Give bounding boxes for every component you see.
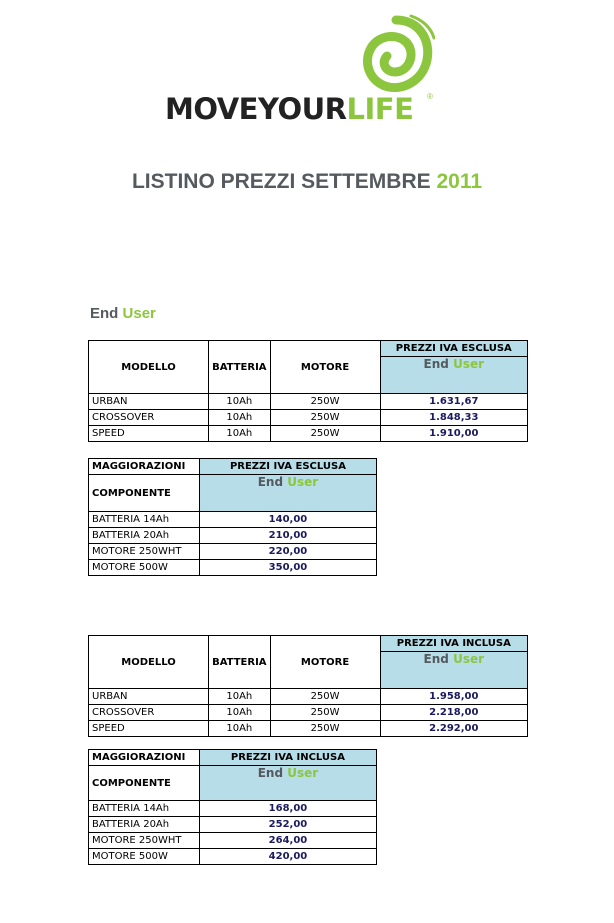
col-header-modello: MODELLO — [89, 341, 209, 394]
end-user-header: End User — [199, 475, 376, 512]
motor-value: 250W — [270, 689, 380, 705]
extras-table-iva-esclusa — [88, 458, 377, 576]
model-name: CROSSOVER — [89, 410, 209, 426]
battery-value: 10Ah — [209, 410, 270, 426]
component-name: MOTORE 250WHT — [89, 544, 200, 560]
end-user-header: End User — [380, 357, 527, 394]
table-row — [89, 721, 528, 737]
price-value: 1.958,00 — [380, 689, 527, 705]
swirl-logo-icon — [357, 14, 435, 96]
price-value: 350,00 — [199, 560, 376, 576]
price-value: 210,00 — [199, 528, 376, 544]
col-header-prezzi: PREZZI IVA INCLUSA — [380, 636, 527, 652]
motor-value: 250W — [270, 410, 380, 426]
table-row — [89, 560, 377, 576]
table-row — [89, 544, 377, 560]
model-name: SPEED — [89, 721, 209, 737]
price-value: 420,00 — [199, 849, 376, 865]
moveyourlife-logo — [165, 14, 440, 124]
component-name: MOTORE 500W — [89, 560, 200, 576]
model-name: URBAN — [89, 394, 209, 410]
col-header-prezzi: PREZZI IVA ESCLUSA — [199, 459, 376, 475]
logo-wordmark: MOVEYOURLIFE — [165, 92, 414, 126]
price-value: 168,00 — [199, 801, 376, 817]
battery-value: 10Ah — [209, 721, 270, 737]
motor-value: 250W — [270, 721, 380, 737]
price-value: 2.218,00 — [380, 705, 527, 721]
table-row — [89, 394, 528, 410]
motor-value: 250W — [270, 426, 380, 442]
end-user-header: End User — [380, 652, 527, 689]
registered-mark: ® — [427, 92, 433, 101]
component-name: MOTORE 250WHT — [89, 833, 200, 849]
section-label-end-user: End User — [90, 305, 156, 322]
model-name: SPEED — [89, 426, 209, 442]
table-row — [89, 833, 377, 849]
table-row — [89, 689, 528, 705]
table-row — [89, 801, 377, 817]
price-value: 140,00 — [199, 512, 376, 528]
col-header-motore: MOTORE — [270, 636, 380, 689]
col-header-prezzi: PREZZI IVA INCLUSA — [199, 750, 376, 766]
models-table-iva-inclusa — [88, 635, 528, 737]
component-name: BATTERIA 14Ah — [89, 801, 200, 817]
battery-value: 10Ah — [209, 705, 270, 721]
price-value: 1.910,00 — [380, 426, 527, 442]
col-header-componente: COMPONENTE — [89, 475, 200, 512]
page-title: LISTINO PREZZI SETTEMBRE 2011 — [131, 170, 483, 193]
extras-table-iva-inclusa — [88, 749, 377, 865]
model-name: CROSSOVER — [89, 705, 209, 721]
price-value: 1.848,33 — [380, 410, 527, 426]
col-header-batteria: BATTERIA — [209, 341, 270, 394]
battery-value: 10Ah — [209, 426, 270, 442]
end-user-header: End User — [199, 766, 376, 801]
table-row — [89, 705, 528, 721]
price-value: 220,00 — [199, 544, 376, 560]
battery-value: 10Ah — [209, 394, 270, 410]
col-header-componente: COMPONENTE — [89, 766, 200, 801]
table-row — [89, 849, 377, 865]
table-row — [89, 817, 377, 833]
models-table-iva-esclusa — [88, 340, 528, 442]
col-header-modello: MODELLO — [89, 636, 209, 689]
table-row — [89, 512, 377, 528]
col-header-maggiorazioni: MAGGIORAZIONI — [89, 750, 200, 766]
price-value: 264,00 — [199, 833, 376, 849]
col-header-maggiorazioni: MAGGIORAZIONI — [89, 459, 200, 475]
component-name: BATTERIA 14Ah — [89, 512, 200, 528]
battery-value: 10Ah — [209, 689, 270, 705]
model-name: URBAN — [89, 689, 209, 705]
col-header-motore: MOTORE — [270, 341, 380, 394]
table-row — [89, 426, 528, 442]
component-name: BATTERIA 20Ah — [89, 817, 200, 833]
price-value: 2.292,00 — [380, 721, 527, 737]
component-name: BATTERIA 20Ah — [89, 528, 200, 544]
price-value: 252,00 — [199, 817, 376, 833]
price-value: 1.631,67 — [380, 394, 527, 410]
col-header-batteria: BATTERIA — [209, 636, 270, 689]
component-name: MOTORE 500W — [89, 849, 200, 865]
motor-value: 250W — [270, 394, 380, 410]
col-header-prezzi: PREZZI IVA ESCLUSA — [380, 341, 527, 357]
motor-value: 250W — [270, 705, 380, 721]
table-row — [89, 410, 528, 426]
table-row — [89, 528, 377, 544]
